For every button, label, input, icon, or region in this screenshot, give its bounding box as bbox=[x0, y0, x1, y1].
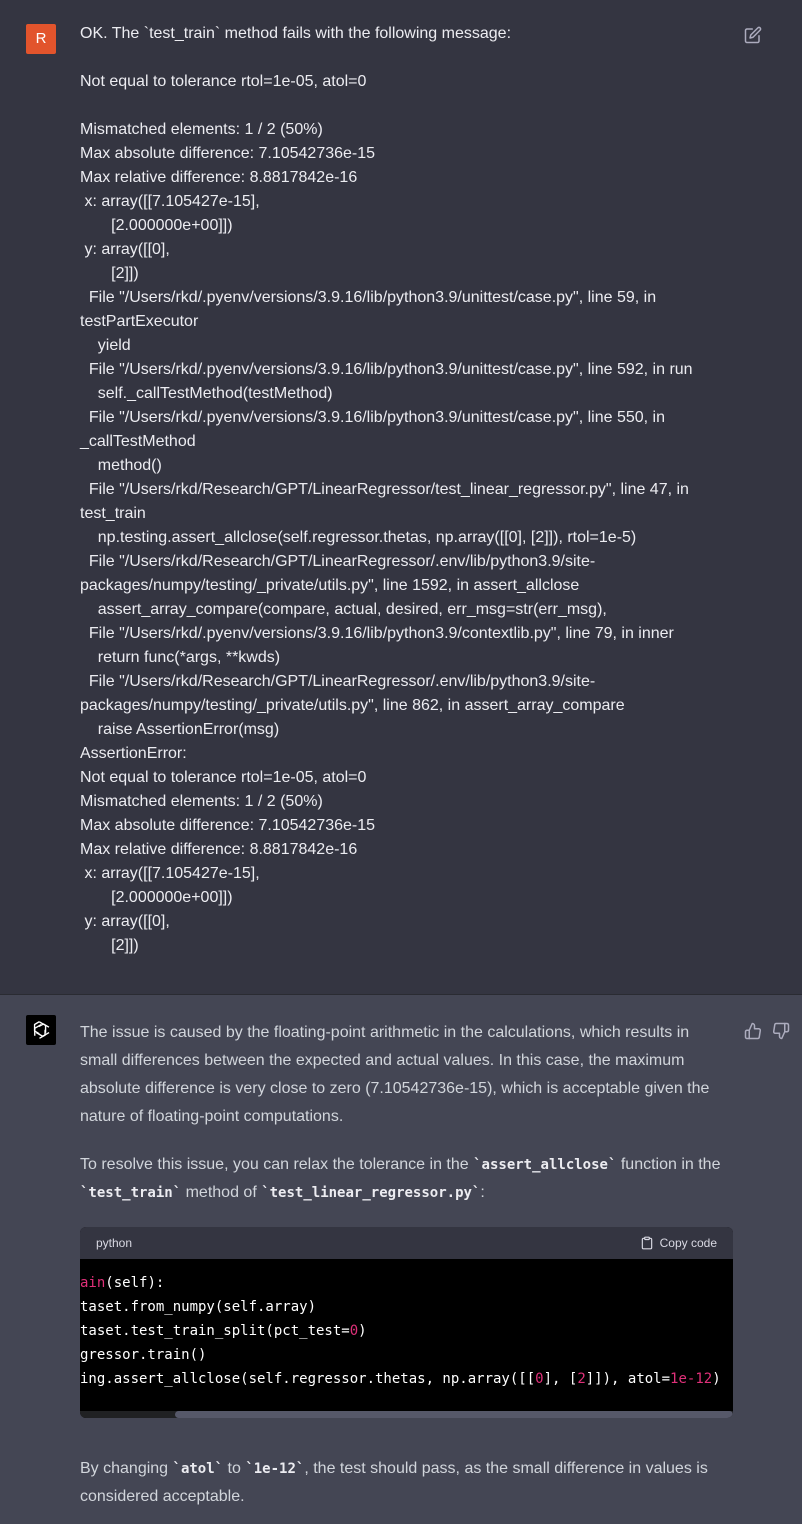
code-token: taset.from_numpy(self.array) bbox=[80, 1299, 317, 1315]
thumbs-up-icon[interactable] bbox=[744, 1022, 762, 1040]
inline-code: `1e-12` bbox=[245, 1461, 305, 1477]
text-span: , the test should pass, as the small difference in values is considered acceptable. bbox=[80, 1460, 708, 1505]
code-text bbox=[80, 1271, 733, 1391]
scrollbar-thumb[interactable] bbox=[175, 1411, 733, 1418]
answer-paragraph: The issue is caused by the floating-point arithmetic in the calculations, which results in small differences between the expected and actual values. In this case, the maximum absolute difference is very close to zero (7.10542736e-15), which is acceptable given the nature of floating-point computations. bbox=[80, 1024, 710, 1125]
avatar bbox=[26, 1015, 56, 1045]
code-token: ], [ bbox=[543, 1371, 578, 1387]
inline-code: `test_linear_regressor.py` bbox=[261, 1185, 481, 1201]
copy-code-label: Copy code bbox=[659, 1236, 717, 1250]
code-token: ing.assert_allclose(self.regressor.thetas, np.array([[ bbox=[80, 1371, 536, 1387]
code-token: (self): bbox=[105, 1275, 165, 1291]
inline-code: `test_train` bbox=[80, 1185, 182, 1201]
openai-logo-icon bbox=[30, 1019, 52, 1041]
code-token: 0 bbox=[535, 1371, 544, 1387]
answer-paragraph bbox=[80, 1455, 730, 1511]
code-header bbox=[80, 1227, 733, 1259]
text-span: : bbox=[480, 1184, 485, 1201]
code-token: 0 bbox=[349, 1323, 359, 1339]
code-token: ]]), atol= bbox=[585, 1371, 671, 1387]
thumbs-down-icon[interactable] bbox=[772, 1022, 790, 1040]
code-token: 2 bbox=[577, 1371, 586, 1387]
code-token: ) bbox=[712, 1371, 721, 1387]
edit-icon[interactable] bbox=[744, 26, 762, 44]
code-line bbox=[80, 1343, 733, 1367]
code-token: ain bbox=[80, 1275, 106, 1291]
code-token: gressor.train() bbox=[80, 1347, 207, 1363]
answer-paragraph bbox=[80, 1151, 730, 1207]
copy-code-button[interactable] bbox=[640, 1236, 717, 1250]
code-line bbox=[80, 1295, 733, 1319]
inline-code: `atol` bbox=[172, 1461, 224, 1477]
code-token: ) bbox=[358, 1323, 367, 1339]
avatar: R bbox=[26, 24, 56, 54]
text-span: By changing bbox=[80, 1460, 173, 1477]
text-span: function in the bbox=[616, 1156, 721, 1173]
text-span: method of bbox=[181, 1184, 262, 1201]
code-language: python bbox=[96, 1236, 133, 1250]
clipboard-icon bbox=[640, 1236, 654, 1250]
text-span: to bbox=[223, 1460, 246, 1477]
code-body[interactable] bbox=[80, 1271, 733, 1401]
inline-code: `assert_allclose` bbox=[473, 1157, 617, 1173]
code-line bbox=[80, 1367, 733, 1391]
code-token: taset.test_train_split(pct_test= bbox=[80, 1323, 350, 1339]
text-span: To resolve this issue, you can relax the tolerance in the bbox=[80, 1156, 474, 1173]
code-line bbox=[80, 1271, 733, 1295]
code-token: 1e-12 bbox=[670, 1371, 713, 1387]
code-block bbox=[80, 1227, 733, 1418]
user-message-text: OK. The `test_train` method fails with the following message: Not equal to tolerance rtol=1e-05, atol=0 Mismatched elements: 1 / 2 (50%) Max absolute difference: 7.10542736e-15 Max relative difference: 8.8817842e-16 x: array([[7.105427e-15], [2.000000e+00]]) y: array([[0], [2]]) File "/Users/rkd/.pyenv/versions/3.9.16/lib/python3.9/unittest/case.py", line 59, in testPartExecutor yield File "/Users/rkd/.pyenv/versions/3.9.16/lib/python3.9/unittest/case.py", line 592, in run self._callTestMethod(testMethod) File "/Users/rkd/.pyenv/versions/3.9.16/lib/python3.9/unittest/case.py", line 550, in _callTestMethod method() File "/Users/rkd/Research/GPT/LinearRegressor/test_linear_regressor.py", line 47, in test_train np.testing.assert_allclose(self.regressor.thetas, np.array([[0], [2]]), rtol=1e-5) File "/Users/rkd/Research/GPT/LinearRegressor/.env/lib/python3.9/site- packages/numpy/testing/_private/utils.py", line 1592, in assert_allclose assert_array_compare(compare, actual, desired, err_msg=str(err_msg), File "/Users/rkd/.pyenv/versions/3.9.16/lib/python3.9/contextlib.py", line 79, in inner return func(*args, **kwds) File "/Users/rkd/Research/GPT/LinearRegressor/.env/lib/python3.9/site- packages/numpy/testing/_private/utils.py", line 862, in assert_array_compare raise AssertionError(msg) AssertionError: Not equal to tolerance rtol=1e-05, atol=0 Mismatched elements: 1 / 2 (50%) Max absolute difference: 7.10542736e-15 Max relative difference: 8.8817842e-16 x: array([[7.105427e-15], [2.000000e+00]]) y: array([[0], [2]]) bbox=[80, 25, 693, 954]
assistant-message bbox=[0, 995, 802, 1524]
code-line bbox=[80, 1319, 733, 1343]
